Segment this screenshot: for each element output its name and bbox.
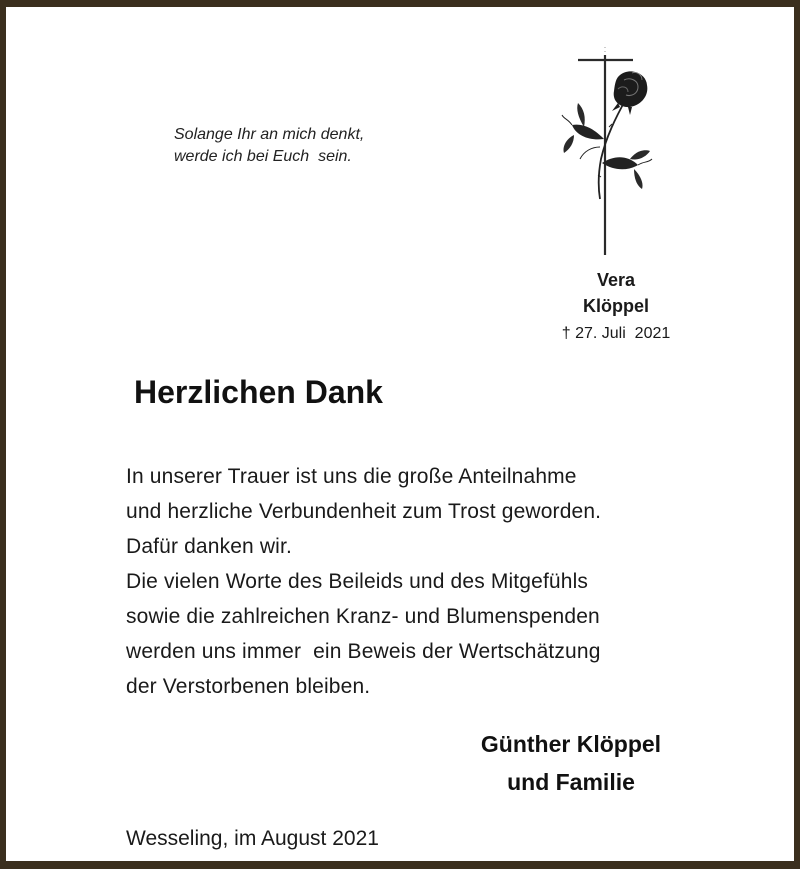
thank-you-text: [126, 459, 746, 704]
body-line: Die vielen Worte des Beileids und des Mitgefühls: [126, 570, 589, 593]
body-line: sowie die zahlreichen Kranz- und Blumenspenden: [126, 605, 600, 628]
body-line: und herzliche Verbundenheit zum Trost geworden.: [126, 500, 602, 523]
motto-line-1: Solange Ihr an mich denkt,: [174, 126, 365, 143]
body-line: In unserer Trauer ist uns die große Anteilnahme: [126, 465, 577, 488]
page-title: Herzlichen Dank: [134, 374, 383, 410]
motto: [174, 124, 364, 168]
cross-with-rose-icon: [554, 47, 664, 257]
deceased-first-name: Vera: [596, 270, 636, 290]
signature-line-2: und Familie: [507, 769, 635, 795]
body-line: der Verstorbenen bleiben.: [126, 675, 371, 698]
place-and-date: Wesseling, im August 2021: [126, 827, 379, 850]
motto-line-2: werde ich bei Euch sein.: [174, 148, 352, 165]
deceased-last-name: Klöppel: [583, 296, 649, 316]
signature-line-1: Günther Klöppel: [480, 731, 662, 757]
deceased-name-block: [526, 267, 706, 346]
body-line: werden uns immer ein Beweis der Wertschätzung: [126, 640, 601, 663]
body-line: Dafür danken wir.: [126, 535, 292, 558]
death-date: † 27. Juli 2021: [561, 325, 671, 342]
signature: [436, 725, 706, 801]
